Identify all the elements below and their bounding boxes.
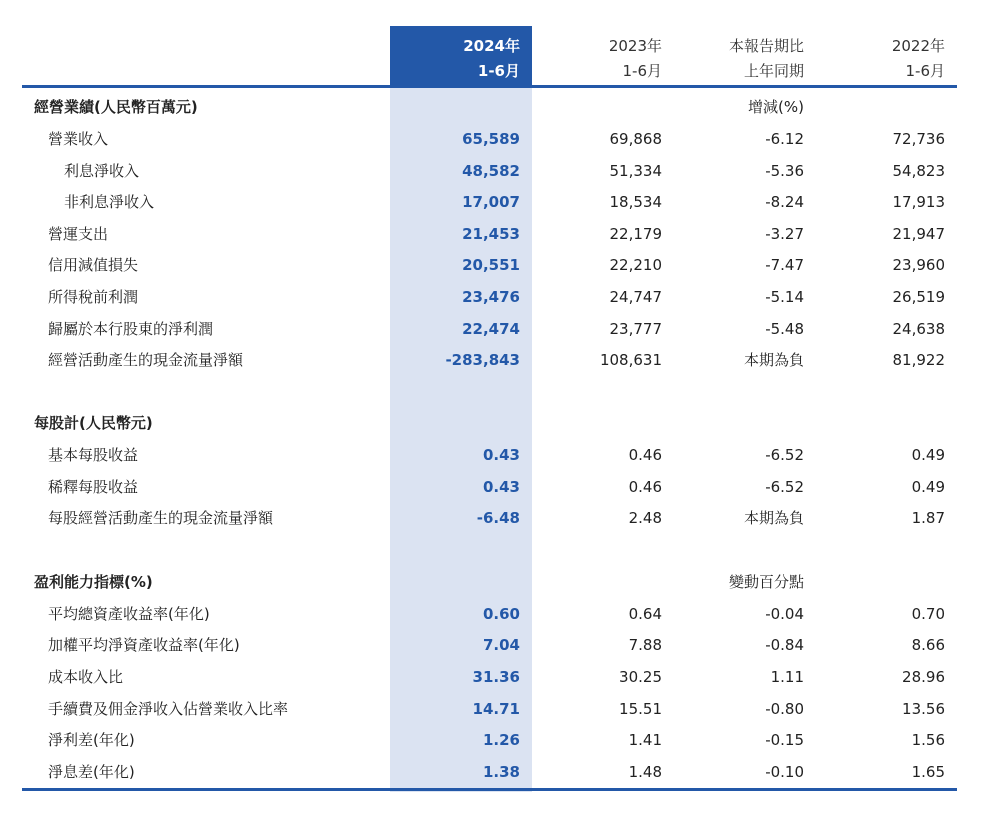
- header-2023-year: 2023年: [608, 37, 662, 55]
- value-2024: 23,476: [462, 288, 520, 306]
- row-label: 歸屬於本行股東的淨利潤: [48, 320, 214, 338]
- value-change: 本期為負: [743, 351, 804, 369]
- value-2024: 65,589: [462, 130, 520, 148]
- value-2024: 22,474: [462, 320, 520, 338]
- value-2022: 1.65: [911, 763, 945, 781]
- value-2024: 7.04: [482, 636, 520, 654]
- table-row: [22, 156, 957, 187]
- table-row: [22, 219, 957, 250]
- value-2023: 15.51: [619, 700, 662, 718]
- value-change: -7.47: [765, 256, 804, 274]
- value-2022: 28.96: [902, 668, 945, 686]
- row-label: 加權平均淨資產收益率(年化): [48, 636, 240, 654]
- table-row: [22, 440, 957, 471]
- section-title: 盈利能力指標(%): [34, 573, 153, 591]
- value-2022: 0.70: [911, 605, 945, 623]
- value-2023: 23,777: [609, 320, 662, 338]
- row-label: 利息淨收入: [64, 162, 140, 180]
- row-label: 營業收入: [48, 130, 109, 148]
- value-2022: 81,922: [892, 351, 945, 369]
- value-2023: 2.48: [628, 509, 662, 527]
- value-2023: 24,747: [609, 288, 662, 306]
- value-2023: 30.25: [619, 668, 662, 686]
- value-2024: 48,582: [462, 162, 520, 180]
- value-2024: 17,007: [462, 193, 520, 211]
- value-2024: 31.36: [472, 668, 520, 686]
- value-change: -5.14: [765, 288, 804, 306]
- value-2024: 1.26: [482, 731, 520, 749]
- header-2023-h1: [540, 34, 662, 84]
- value-2023: 22,179: [609, 225, 662, 243]
- section-change-label: 增減(%): [748, 98, 804, 116]
- value-2023: 18,534: [609, 193, 662, 211]
- row-label: 成本收入比: [48, 668, 124, 686]
- header-rule: [22, 85, 957, 88]
- value-2024: 0.43: [482, 446, 520, 464]
- value-2024: 21,453: [462, 225, 520, 243]
- row-label: 所得稅前利潤: [48, 288, 139, 306]
- header-change-line2: 上年同期: [743, 62, 804, 80]
- value-2024: 0.43: [482, 478, 520, 496]
- value-change: -6.52: [765, 446, 804, 464]
- section-header-per-share: [22, 408, 957, 439]
- table-row: [22, 472, 957, 503]
- table-row: [22, 725, 957, 756]
- row-label: 平均總資產收益率(年化): [48, 605, 210, 623]
- row-label: 基本每股收益: [48, 446, 139, 464]
- row-label: 淨利差(年化): [48, 731, 135, 749]
- section-header-operating-results: [22, 92, 957, 123]
- row-label: 營運支出: [48, 225, 109, 243]
- value-2023: 0.64: [628, 605, 662, 623]
- row-label: 信用減值損失: [48, 256, 139, 274]
- table-row: [22, 250, 957, 281]
- value-2024: 1.38: [482, 763, 520, 781]
- value-change: -0.04: [765, 605, 804, 623]
- header-change-line1: 本報告期比: [728, 37, 804, 55]
- header-change: [680, 34, 804, 84]
- value-2024: 20,551: [462, 256, 520, 274]
- section-header-profitability: [22, 567, 957, 598]
- value-change: 本期為負: [743, 509, 804, 527]
- table-row: [22, 314, 957, 345]
- header-2022-h1: [820, 34, 945, 84]
- value-change: -0.15: [765, 731, 804, 749]
- row-label: 手續費及佣金淨收入佔營業收入比率: [48, 700, 289, 718]
- value-2022: 54,823: [892, 162, 945, 180]
- header-2023-period: 1-6月: [622, 62, 662, 80]
- table-row: [22, 345, 957, 376]
- value-2022: 8.66: [911, 636, 945, 654]
- value-2023: 69,868: [609, 130, 662, 148]
- header-2024-period: 1-6月: [477, 62, 520, 80]
- value-2022: 21,947: [892, 225, 945, 243]
- value-change: -0.84: [765, 636, 804, 654]
- value-2022: 1.56: [911, 731, 945, 749]
- table-row: [22, 630, 957, 661]
- value-2023: 51,334: [609, 162, 662, 180]
- value-2023: 0.46: [628, 478, 662, 496]
- table-row: [22, 282, 957, 313]
- value-2024: 0.60: [482, 605, 520, 623]
- value-2023: 7.88: [628, 636, 662, 654]
- table-bottom-rule: [22, 788, 957, 791]
- value-2022: 24,638: [892, 320, 945, 338]
- value-2024: 14.71: [472, 700, 520, 718]
- value-2022: 13.56: [902, 700, 945, 718]
- value-2022: 0.49: [911, 446, 945, 464]
- value-change: -5.48: [765, 320, 804, 338]
- header-2022-year: 2022年: [891, 37, 945, 55]
- value-2022: 17,913: [892, 193, 945, 211]
- value-2023: 22,210: [609, 256, 662, 274]
- table-row: [22, 187, 957, 218]
- value-change: 1.11: [770, 668, 804, 686]
- value-2023: 1.48: [628, 763, 662, 781]
- value-change: -0.10: [765, 763, 804, 781]
- row-label: 經營活動產生的現金流量淨額: [48, 351, 244, 369]
- row-label: 稀釋每股收益: [48, 478, 139, 496]
- value-2023: 1.41: [628, 731, 662, 749]
- value-change: -5.36: [765, 162, 804, 180]
- value-2024: -6.48: [476, 509, 520, 527]
- table-row: [22, 124, 957, 155]
- value-2024: -283,843: [445, 351, 520, 369]
- value-change: -8.24: [765, 193, 804, 211]
- table-row: [22, 503, 957, 534]
- value-change: -3.27: [765, 225, 804, 243]
- value-2023: 0.46: [628, 446, 662, 464]
- value-change: -0.80: [765, 700, 804, 718]
- table-row: [22, 694, 957, 725]
- value-2022: 23,960: [892, 256, 945, 274]
- value-2022: 26,519: [892, 288, 945, 306]
- header-2024-h1: [390, 34, 520, 84]
- table-row: [22, 757, 957, 788]
- header-2024-year: 2024年: [463, 37, 520, 55]
- value-change: -6.52: [765, 478, 804, 496]
- value-2023: 108,631: [599, 351, 662, 369]
- header-2022-period: 1-6月: [905, 62, 945, 80]
- value-change: -6.12: [765, 130, 804, 148]
- value-2022: 1.87: [911, 509, 945, 527]
- table-row: [22, 662, 957, 693]
- value-2022: 0.49: [911, 478, 945, 496]
- section-title: 每股計(人民幣元): [34, 414, 153, 432]
- value-2022: 72,736: [892, 130, 945, 148]
- row-label: 每股經營活動產生的現金流量淨額: [48, 509, 274, 527]
- section-change-label: 變動百分點: [728, 573, 804, 591]
- section-title: 經營業績(人民幣百萬元): [34, 98, 198, 116]
- row-label: 淨息差(年化): [48, 763, 135, 781]
- table-row: [22, 599, 957, 630]
- row-label: 非利息淨收入: [64, 193, 155, 211]
